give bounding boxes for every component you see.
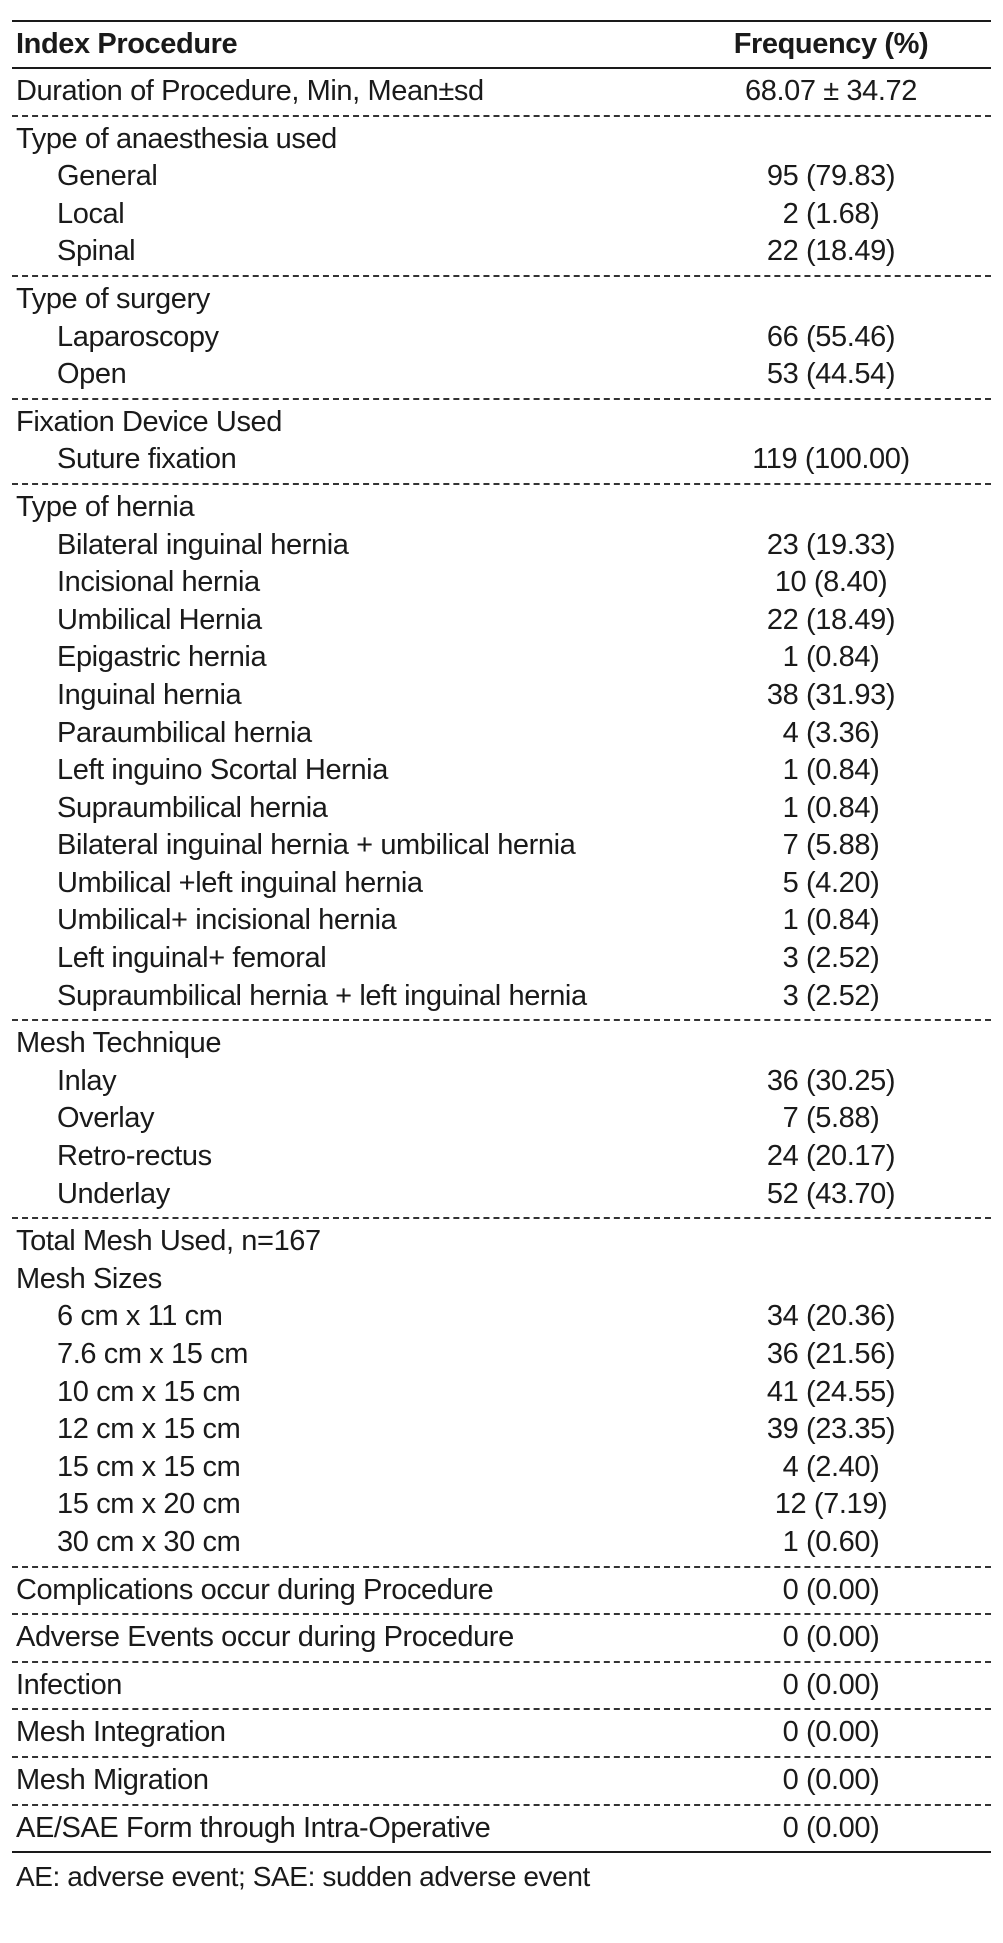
row-frequency: 7 (5.88) [782, 1102, 880, 1135]
table-section [12, 1615, 991, 1663]
row-frequency: 34 (20.36) [766, 1300, 896, 1333]
row-frequency: 3 (2.52) [782, 979, 880, 1012]
table-row-item [12, 564, 991, 602]
row-frequency: 22 (18.49) [766, 235, 896, 268]
row-frequency: 41 (24.55) [766, 1375, 896, 1408]
table-row-item [12, 639, 991, 677]
row-label: Total Mesh Used, n=167 [16, 1225, 321, 1258]
row-frequency: 0 (0.00) [782, 1716, 880, 1749]
row-label: Left inguino Scortal Hernia [57, 754, 388, 787]
row-label: Mesh Integration [16, 1716, 226, 1749]
header-index-procedure: Index Procedure [16, 28, 238, 60]
table-section [12, 1021, 991, 1219]
row-label: Umbilical+ incisional hernia [57, 904, 397, 937]
row-label: Spinal [57, 235, 136, 268]
table-section [12, 1663, 991, 1711]
row-label: Fixation Device Used [16, 405, 282, 438]
row-frequency: 36 (21.56) [766, 1338, 896, 1370]
row-frequency: 0 (0.00) [782, 1573, 880, 1606]
table-row-item [12, 196, 991, 234]
row-label: Umbilical +left inguinal hernia [57, 866, 423, 899]
table-row-category [12, 1619, 991, 1657]
row-frequency: 0 (0.00) [782, 1763, 880, 1796]
row-label: Type of surgery [16, 282, 210, 315]
table-row-item [12, 677, 991, 715]
row-frequency: 119 (100.00) [752, 443, 910, 476]
table-row-item [12, 1063, 991, 1101]
data-table [12, 20, 991, 1893]
row-frequency: 2 (1.68) [782, 197, 880, 230]
row-frequency: 68.07 ± 34.72 [745, 75, 917, 107]
row-label: 15 cm x 15 cm [57, 1450, 241, 1483]
row-label: Retro-rectus [57, 1140, 212, 1173]
table-section [12, 1219, 991, 1567]
table-row-item [12, 902, 991, 940]
row-frequency: 0 (0.00) [782, 1668, 880, 1701]
row-frequency: 3 (2.52) [782, 942, 880, 975]
table-row-category [12, 1223, 991, 1261]
table-row-item [12, 1449, 991, 1487]
row-label: Overlay [57, 1102, 155, 1135]
table-row-item [12, 602, 991, 640]
table-section [12, 69, 991, 117]
table-section [12, 1710, 991, 1758]
row-frequency: 95 (79.83) [766, 160, 896, 193]
table-row-item [12, 158, 991, 196]
row-label: 12 cm x 15 cm [57, 1413, 241, 1446]
header-frequency: Frequency (%) [733, 28, 929, 60]
table-row-category [12, 1261, 991, 1299]
table-row-item [12, 1486, 991, 1524]
row-label: Bilateral inguinal hernia + umbilical hernia [57, 829, 576, 862]
row-frequency: 1 (0.84) [782, 904, 880, 937]
table-header [12, 22, 991, 69]
row-label: Inlay [57, 1064, 117, 1097]
table-row-item [12, 865, 991, 903]
table-section [12, 117, 991, 277]
row-label: Mesh Technique [16, 1027, 222, 1060]
row-label: Complications occur during Procedure [16, 1573, 494, 1606]
table-section [12, 1758, 991, 1806]
row-frequency: 36 (30.25) [766, 1064, 896, 1097]
table-row-category [12, 1714, 991, 1752]
row-label: AE/SAE Form through Intra-Operative [16, 1811, 491, 1844]
table-body [12, 69, 991, 1853]
row-frequency: 10 (8.40) [774, 566, 888, 599]
row-label: Inguinal hernia [57, 678, 242, 711]
row-label: Paraumbilical hernia [57, 716, 312, 749]
row-label: Supraumbilical hernia + left inguinal hernia [57, 979, 587, 1012]
row-frequency: 66 (55.46) [766, 320, 896, 353]
table-row-item [12, 233, 991, 271]
row-frequency: 4 (3.36) [782, 716, 880, 749]
row-frequency: 39 (23.35) [766, 1413, 896, 1446]
row-label: Mesh Sizes [16, 1262, 162, 1295]
row-label: Open [57, 358, 127, 391]
row-label: Duration of Procedure, Min, Mean±sd [16, 75, 484, 107]
row-frequency: 4 (2.40) [782, 1450, 880, 1483]
row-frequency: 52 (43.70) [766, 1177, 896, 1210]
row-label: 7.6 cm x 15 cm [57, 1338, 249, 1370]
row-frequency: 38 (31.93) [766, 678, 896, 711]
row-frequency: 7 (5.88) [782, 829, 880, 862]
row-label: 6 cm x 11 cm [57, 1300, 223, 1333]
table-section [12, 1568, 991, 1616]
table-row-item [12, 1138, 991, 1176]
table-footnote: AE: adverse event; SAE: sudden adverse event [16, 1861, 590, 1893]
table-row-item [12, 715, 991, 753]
table-row-category [12, 73, 991, 111]
row-label: Incisional hernia [57, 566, 260, 599]
row-label: Adverse Events occur during Procedure [16, 1621, 514, 1654]
table-row-item [12, 827, 991, 865]
table-row-item [12, 319, 991, 357]
table-row-category [12, 1572, 991, 1610]
table-row-category [12, 281, 991, 319]
row-label: Local [57, 197, 125, 230]
table-row-category [12, 1667, 991, 1705]
table-row-category [12, 121, 991, 159]
table-row-category [12, 1810, 991, 1848]
row-frequency: 5 (4.20) [782, 866, 880, 899]
table-row-item [12, 1298, 991, 1336]
row-label: Laparoscopy [57, 320, 219, 353]
row-label: Bilateral inguinal hernia [57, 528, 349, 561]
table-row-category [12, 489, 991, 527]
row-frequency: 0 (0.00) [782, 1621, 880, 1654]
row-frequency: 1 (0.60) [782, 1525, 880, 1558]
row-frequency: 23 (19.33) [766, 528, 896, 561]
table-row-item [12, 1524, 991, 1562]
row-frequency: 12 (7.19) [774, 1488, 888, 1521]
table-row-category [12, 1762, 991, 1800]
table-row-item [12, 1176, 991, 1214]
table-section [12, 485, 991, 1021]
table-row-item [12, 790, 991, 828]
row-frequency: 22 (18.49) [766, 603, 896, 636]
row-label: Underlay [57, 1177, 170, 1210]
row-label: Type of hernia [16, 490, 195, 523]
table-row-item [12, 978, 991, 1016]
table-row-item [12, 752, 991, 790]
row-label: Umbilical Hernia [57, 603, 262, 636]
table-row-item [12, 1336, 991, 1374]
row-label: Epigastric hernia [57, 641, 267, 674]
table-section [12, 1806, 991, 1854]
row-frequency: 1 (0.84) [782, 754, 880, 787]
row-label: Type of anaesthesia used [16, 122, 337, 155]
table-row-item [12, 1100, 991, 1138]
table-row-item [12, 527, 991, 565]
table-section [12, 277, 991, 400]
table-row-item [12, 356, 991, 394]
row-label: Infection [16, 1668, 123, 1701]
row-label: Suture fixation [57, 443, 237, 476]
row-label: 10 cm x 15 cm [57, 1375, 241, 1408]
table-section [12, 400, 991, 485]
table-row-item [12, 441, 991, 479]
row-frequency: 1 (0.84) [782, 641, 880, 674]
table-row-item [12, 1411, 991, 1449]
table-row-item [12, 1374, 991, 1412]
row-label: 30 cm x 30 cm [57, 1525, 241, 1558]
row-label: General [57, 160, 158, 193]
table-row-item [12, 940, 991, 978]
row-label: 15 cm x 20 cm [57, 1488, 241, 1521]
row-label: Mesh Migration [16, 1763, 209, 1796]
table-row-category [12, 1025, 991, 1063]
row-label: Supraumbilical hernia [57, 791, 328, 824]
row-label: Left inguinal+ femoral [57, 942, 327, 975]
row-frequency: 53 (44.54) [766, 358, 896, 391]
row-frequency: 24 (20.17) [766, 1140, 896, 1173]
table-row-category [12, 404, 991, 442]
row-frequency: 1 (0.84) [782, 791, 880, 824]
row-frequency: 0 (0.00) [782, 1811, 880, 1844]
